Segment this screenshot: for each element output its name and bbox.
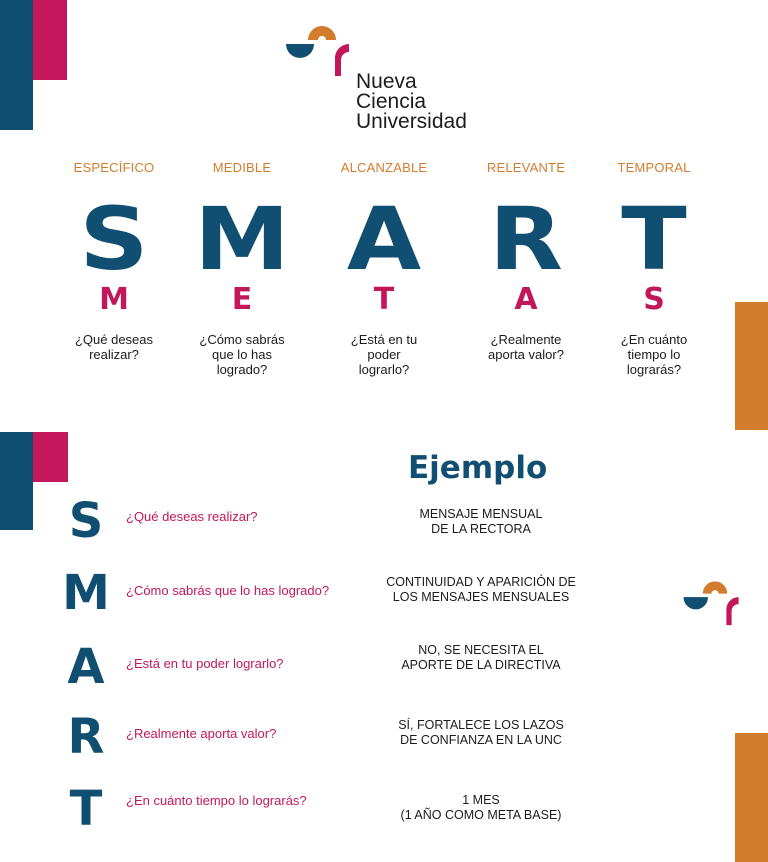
example-letter-t: T <box>69 781 103 837</box>
brand-name-line1: Nueva <box>356 70 417 93</box>
example-answer: NO, SE NECESITA EL APORTE DE LA DIRECTIVA <box>401 643 561 672</box>
brand-logo-secondary <box>680 572 750 638</box>
meta-letter: T <box>373 282 395 317</box>
example-title: Ejemplo <box>408 450 548 486</box>
decor-red-block-mid <box>33 432 68 482</box>
meta-letter: E <box>231 282 253 317</box>
smart-column-s <box>54 160 174 362</box>
example-question: ¿Qué deseas realizar? <box>126 509 258 524</box>
smart-question: ¿En cuánto tiempo lo lograrás? <box>620 332 688 377</box>
smart-criterion-label: TEMPORAL <box>617 160 691 175</box>
smart-criterion-label: ESPECÍFICO <box>73 160 155 175</box>
example-question: ¿Realmente aporta valor? <box>126 726 277 741</box>
brand-name-line2: Ciencia <box>356 90 427 113</box>
example-answer: 1 MES (1 AÑO COMO META BASE) <box>400 793 562 822</box>
example-question: ¿Está en tu poder lograrlo? <box>126 656 284 671</box>
decor-blue-block-mid <box>0 432 33 530</box>
smart-letter: R <box>489 188 563 290</box>
example-letter-a: A <box>67 639 105 695</box>
example-letter-s: S <box>68 493 104 549</box>
brand-logo-mark-icon <box>282 18 362 88</box>
smart-question: ¿Realmente aporta valor? <box>488 332 564 362</box>
smart-criterion-label: MEDIBLE <box>212 160 272 175</box>
smart-letter: M <box>194 188 290 290</box>
brand-logo <box>282 18 362 88</box>
example-letter-m: M <box>62 565 110 621</box>
decor-blue-block-top <box>0 0 33 130</box>
example-answer: CONTINUIDAD Y APARICIÓN DE LOS MENSAJES MENSUALES <box>386 575 576 604</box>
smart-column-m <box>182 160 302 377</box>
smart-letter: S <box>79 188 149 290</box>
smart-letter: A <box>346 188 422 290</box>
smart-question: ¿Está en tu poder lograrlo? <box>350 332 418 377</box>
meta-letter: S <box>643 282 665 317</box>
brand-logo-mark-icon <box>680 572 750 638</box>
example-answer: SÍ, FORTALECE LOS LAZOS DE CONFIANZA EN LA UNC <box>398 718 564 747</box>
decor-orange-block-right-1 <box>735 302 768 430</box>
example-answer: MENSAJE MENSUAL DE LA RECTORA <box>419 507 543 536</box>
smart-criterion-label: RELEVANTE <box>486 160 566 175</box>
example-letter-r: R <box>67 709 105 765</box>
meta-letter: M <box>99 282 129 317</box>
smart-column-r <box>466 160 586 362</box>
decor-red-block-top <box>33 0 67 80</box>
smart-criterion-label: ALCANZABLE <box>340 160 428 175</box>
decor-orange-block-right-2 <box>735 733 768 862</box>
smart-question: ¿Qué deseas realizar? <box>74 332 154 362</box>
smart-question: ¿Cómo sabrás que lo has logrado? <box>199 332 285 377</box>
meta-letter: A <box>514 282 538 317</box>
example-question: ¿En cuánto tiempo lo lograrás? <box>126 793 307 808</box>
example-question: ¿Cómo sabrás que lo has logrado? <box>126 583 330 598</box>
brand-name-line3: Universidad <box>356 110 467 133</box>
brand-name <box>356 72 467 132</box>
smart-column-a <box>324 160 444 377</box>
smart-column-t <box>594 160 714 377</box>
smart-letter: T <box>621 188 687 290</box>
